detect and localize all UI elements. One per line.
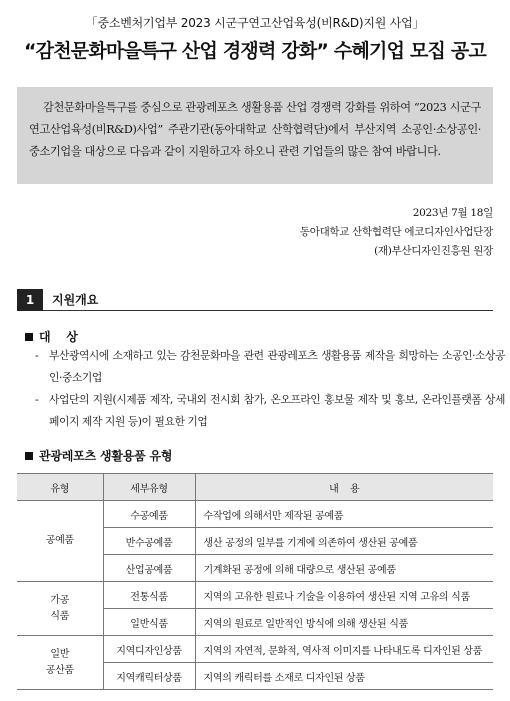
project-subtitle: 「중소벤처기업부 2023 시군구연고산업육성(비R&D)지원 사업」	[85, 16, 425, 30]
category-cell: 가공 식품	[17, 582, 103, 636]
intro-text: 감천문화마을특구를 중심으로 관광레포츠 생활용품 산업 경쟁력 강화를 위하여 “2023 시군구 연고산업육성(비R&D)사업” 주관기관(동아대학교 산학협력단)에서 부산지역 소공인·소상공인·중소기업을 대상으로 다음과 같이 지원하고자 하오니 관련 기업들의 많은 참여 바랍니다.	[29, 101, 481, 158]
subtype-cell: 지역캐릭터상품	[103, 663, 195, 690]
target-bullet-text: 부산광역시에 소재하고 있는 감천문화마을 관련 관광레포츠 생활용품 제작을 희망하는 소공인·소상공인·중소기업	[49, 349, 505, 384]
description-cell: 지역의 자연적, 문화적, 역사적 이미지를 나타내도록 디자인된 상품	[195, 636, 493, 663]
issuer-org-2: (재)부산디자인진흥원 원장	[374, 245, 493, 257]
target-bullet-2	[35, 389, 505, 433]
table-row	[17, 582, 493, 609]
page-title: “감천문화마을특구 산업 경쟁력 강화” 수혜기업 모집 공고	[23, 40, 486, 62]
dash-marker: -	[35, 349, 39, 362]
table-header-row	[17, 474, 493, 501]
types-heading-label: 관광레포츠 생활용품 유형	[39, 449, 173, 463]
subtype-cell: 반수공예품	[103, 528, 195, 555]
square-bullet-icon	[25, 452, 33, 460]
announcement-date: 2023년 7월 18일	[412, 207, 493, 219]
section-header	[17, 289, 493, 311]
types-heading	[25, 447, 172, 464]
table-row	[17, 636, 493, 663]
target-bullet-1	[35, 345, 505, 389]
category-cell: 공예품	[17, 501, 103, 582]
intro-paragraph	[29, 97, 481, 163]
category-cell: 일반 공산품	[17, 636, 103, 690]
target-bullet-text: 사업단의 지원(시제품 제작, 국내외 전시회 참가, 온오프라인 홍보물 제작 및 홍보, 온라인플랫폼 상세페이지 제작 지원 등)이 필요한 기업	[49, 393, 505, 428]
table-row	[17, 501, 493, 528]
description-cell: 기계화된 공정에 의해 대량으로 생산된 공예품	[195, 555, 493, 582]
issuer-org-1: 동아대학교 산학협력단 에코디자인사업단장	[299, 226, 493, 238]
subtype-cell: 수공예품	[103, 501, 195, 528]
section-number: 1	[17, 289, 43, 311]
subtype-cell: 전통식품	[103, 582, 195, 609]
description-cell: 지역의 캐릭터를 소재로 디자인된 상품	[195, 663, 493, 690]
description-cell: 수작업에 의해서만 제작된 공예품	[195, 501, 493, 528]
column-header-type: 유형	[17, 474, 103, 501]
square-bullet-icon	[25, 333, 33, 341]
subtype-cell: 지역디자인상품	[103, 636, 195, 663]
section-title: 지원개요	[52, 293, 99, 307]
dash-marker: -	[35, 393, 39, 406]
description-cell: 지역의 원료로 일반적인 방식에 의해 생산된 식품	[195, 609, 493, 636]
description-cell: 지역의 고유한 원료나 기술을 이용하여 생산된 지역 고유의 식품	[195, 582, 493, 609]
column-header-subtype: 세부유형	[103, 474, 195, 501]
intro-box	[17, 87, 493, 184]
subtype-cell: 산업공예품	[103, 555, 195, 582]
subtype-cell: 일반식품	[103, 609, 195, 636]
description-cell: 생산 공정의 일부를 기계에 의존하여 생산된 공예품	[195, 528, 493, 555]
target-heading	[25, 328, 78, 345]
target-heading-label: 대 상	[39, 330, 78, 344]
product-type-table	[17, 473, 493, 690]
column-header-content: 내 용	[195, 474, 493, 501]
